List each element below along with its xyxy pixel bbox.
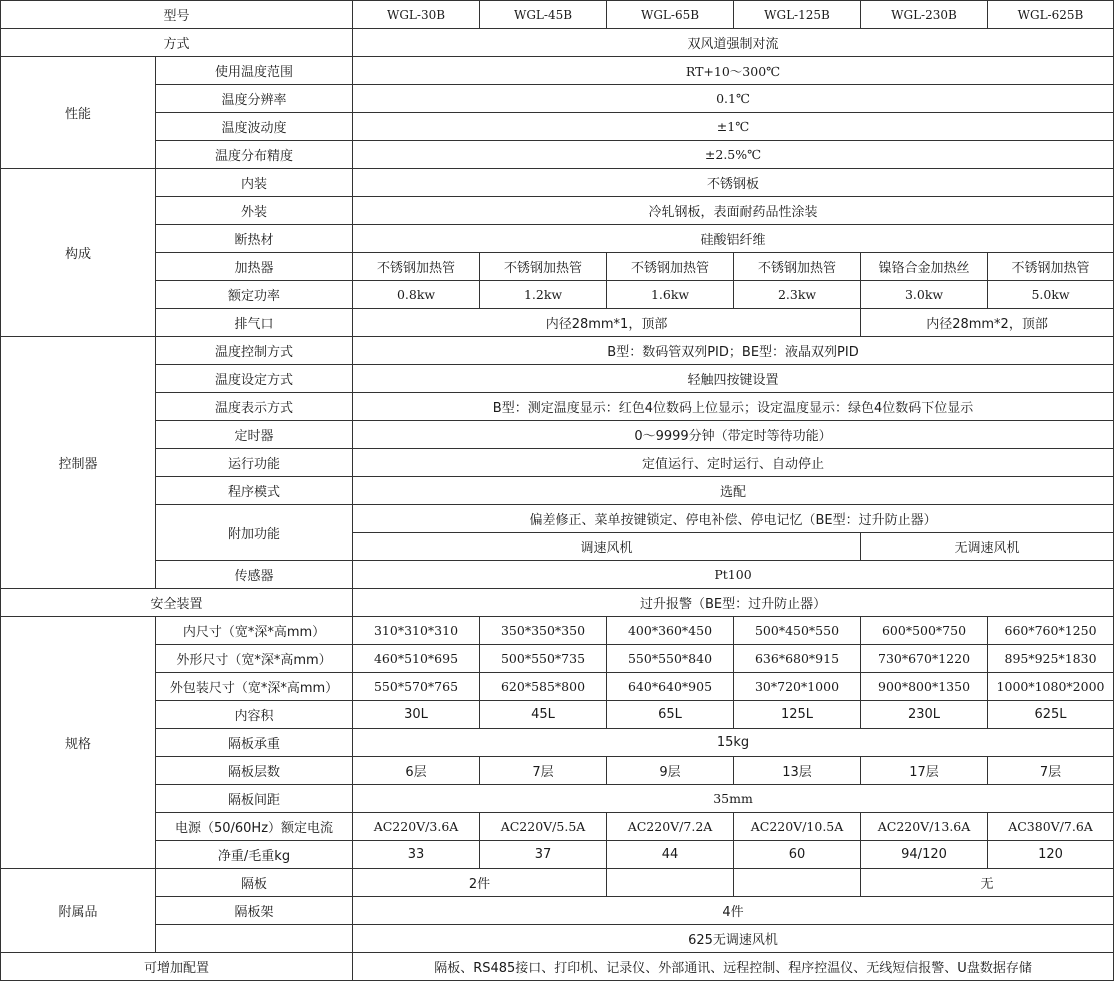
power-label: 额定功率 xyxy=(156,281,353,309)
package-size-cell: 1000*1080*2000 xyxy=(988,673,1114,701)
exhaust-value-a: 内径28mm*1，顶部 xyxy=(353,309,861,337)
shelf-value-a: 2件 xyxy=(353,869,607,897)
model-cell: WGL-45B xyxy=(480,1,607,29)
shelf-layers-label: 隔板层数 xyxy=(156,757,353,785)
extra-label: 附加功能 xyxy=(156,505,353,561)
row-note xyxy=(1,925,1114,953)
volume-label: 内容积 xyxy=(156,701,353,729)
row-method xyxy=(1,29,1114,57)
package-size-cell: 620*585*800 xyxy=(480,673,607,701)
row-volume xyxy=(1,701,1114,729)
model-label: 型号 xyxy=(1,1,353,29)
row-shelf-layers xyxy=(1,757,1114,785)
current-cell: AC220V/10.5A xyxy=(734,813,861,841)
distribution-value: ±2.5%℃ xyxy=(353,141,1114,169)
heater-label: 加热器 xyxy=(156,253,353,281)
fluctuation-value: ±1℃ xyxy=(353,113,1114,141)
inner-size-cell: 310*310*310 xyxy=(353,617,480,645)
volume-cell: 125L xyxy=(734,701,861,729)
group-accessories: 附属品 xyxy=(1,869,156,953)
insulation-value: 硅酸铝纤维 xyxy=(353,225,1114,253)
row-shelf-spacing xyxy=(1,785,1114,813)
inner-size-cell: 350*350*350 xyxy=(480,617,607,645)
display-mode-label: 温度表示方式 xyxy=(156,393,353,421)
row-inner-size xyxy=(1,617,1114,645)
method-value: 双风道强制对流 xyxy=(353,29,1114,57)
inner-size-cell: 400*360*450 xyxy=(607,617,734,645)
fan-value-a: 调速风机 xyxy=(353,533,861,561)
extra-value: 偏差修正、菜单按键锁定、停电补偿、停电记忆（BE型：过升防止器） xyxy=(353,505,1114,533)
model-cell: WGL-625B xyxy=(988,1,1114,29)
row-insulation xyxy=(1,225,1114,253)
distribution-label: 温度分布精度 xyxy=(156,141,353,169)
timer-value: 0～9999分钟（带定时等待功能） xyxy=(353,421,1114,449)
outer-size-label: 外形尺寸（宽*深*高mm） xyxy=(156,645,353,673)
row-shelf xyxy=(1,869,1114,897)
program-value: 选配 xyxy=(353,477,1114,505)
sensor-label: 传感器 xyxy=(156,561,353,589)
row-heater xyxy=(1,253,1114,281)
row-outer-size xyxy=(1,645,1114,673)
sensor-value: Pt100 xyxy=(353,561,1114,589)
row-model xyxy=(1,1,1114,29)
current-label: 电源（50/60Hz）额定电流 xyxy=(156,813,353,841)
weight-cell: 37 xyxy=(480,841,607,869)
outer-size-cell: 636*680*915 xyxy=(734,645,861,673)
row-inner xyxy=(1,169,1114,197)
weight-cell: 33 xyxy=(353,841,480,869)
shelf-layers-cell: 7层 xyxy=(480,757,607,785)
resolution-value: 0.1℃ xyxy=(353,85,1114,113)
rack-label: 隔板架 xyxy=(156,897,353,925)
row-outer xyxy=(1,197,1114,225)
program-label: 程序模式 xyxy=(156,477,353,505)
outer-value: 冷轧钢板，表面耐药品性涂装 xyxy=(353,197,1114,225)
inner-label: 内装 xyxy=(156,169,353,197)
row-timer xyxy=(1,421,1114,449)
heater-cell: 不锈钢加热管 xyxy=(734,253,861,281)
volume-cell: 45L xyxy=(480,701,607,729)
insulation-label: 断热材 xyxy=(156,225,353,253)
rack-value: 4件 xyxy=(353,897,1114,925)
current-cell: AC380V/7.6A xyxy=(988,813,1114,841)
row-shelf-load xyxy=(1,729,1114,757)
note-value: 625无调速风机 xyxy=(353,925,1114,953)
options-value: 隔板、RS485接口、打印机、记录仪、外部通讯、远程控制、程序控温仪、无线短信报警、U盘数据存储 xyxy=(353,953,1114,981)
inner-size-cell: 600*500*750 xyxy=(861,617,988,645)
shelf-layers-cell: 6层 xyxy=(353,757,480,785)
display-mode-value: B型：测定温度显示：红色4位数码上位显示；设定温度显示：绿色4位数码下位显示 xyxy=(353,393,1114,421)
shelf-layers-cell: 17层 xyxy=(861,757,988,785)
shelf-spacing-label: 隔板间距 xyxy=(156,785,353,813)
options-label: 可增加配置 xyxy=(1,953,353,981)
package-size-cell: 900*800*1350 xyxy=(861,673,988,701)
safety-label: 安全装置 xyxy=(1,589,353,617)
fluctuation-label: 温度波动度 xyxy=(156,113,353,141)
row-options xyxy=(1,953,1114,981)
power-cell: 2.3kw xyxy=(734,281,861,309)
shelf-label: 隔板 xyxy=(156,869,353,897)
power-cell: 1.2kw xyxy=(480,281,607,309)
inner-size-cell: 500*450*550 xyxy=(734,617,861,645)
group-performance: 性能 xyxy=(1,57,156,169)
model-cell: WGL-65B xyxy=(607,1,734,29)
shelf-load-value: 15kg xyxy=(353,729,1114,757)
weight-cell: 60 xyxy=(734,841,861,869)
current-cell: AC220V/13.6A xyxy=(861,813,988,841)
shelf-empty xyxy=(734,869,861,897)
weight-cell: 44 xyxy=(607,841,734,869)
shelf-value-b: 无 xyxy=(861,869,1114,897)
heater-cell: 镍铬合金加热丝 xyxy=(861,253,988,281)
note-empty xyxy=(156,925,353,953)
model-cell: WGL-125B xyxy=(734,1,861,29)
weight-label: 净重/毛重kg xyxy=(156,841,353,869)
shelf-load-label: 隔板承重 xyxy=(156,729,353,757)
row-control-mode xyxy=(1,337,1114,365)
set-mode-label: 温度设定方式 xyxy=(156,365,353,393)
heater-cell: 不锈钢加热管 xyxy=(480,253,607,281)
row-safety xyxy=(1,589,1114,617)
set-mode-value: 轻触四按键设置 xyxy=(353,365,1114,393)
model-cell: WGL-30B xyxy=(353,1,480,29)
safety-value: 过升报警（BE型：过升防止器） xyxy=(353,589,1114,617)
control-mode-value: B型：数码管双列PID；BE型：液晶双列PID xyxy=(353,337,1114,365)
row-exhaust xyxy=(1,309,1114,337)
outer-label: 外装 xyxy=(156,197,353,225)
model-cell: WGL-230B xyxy=(861,1,988,29)
weight-cell: 120 xyxy=(988,841,1114,869)
package-size-cell: 550*570*765 xyxy=(353,673,480,701)
outer-size-cell: 500*550*735 xyxy=(480,645,607,673)
exhaust-label: 排气口 xyxy=(156,309,353,337)
power-cell: 0.8kw xyxy=(353,281,480,309)
exhaust-value-b: 内径28mm*2，顶部 xyxy=(861,309,1114,337)
row-weight xyxy=(1,841,1114,869)
package-size-cell: 640*640*905 xyxy=(607,673,734,701)
fan-value-b: 无调速风机 xyxy=(861,533,1114,561)
control-mode-label: 温度控制方式 xyxy=(156,337,353,365)
volume-cell: 230L xyxy=(861,701,988,729)
outer-size-cell: 730*670*1220 xyxy=(861,645,988,673)
row-display-mode xyxy=(1,393,1114,421)
outer-size-cell: 895*925*1830 xyxy=(988,645,1114,673)
shelf-layers-cell: 7层 xyxy=(988,757,1114,785)
timer-label: 定时器 xyxy=(156,421,353,449)
run-value: 定值运行、定时运行、自动停止 xyxy=(353,449,1114,477)
temp-range-value: RT+10～300℃ xyxy=(353,57,1114,85)
row-sensor xyxy=(1,561,1114,589)
resolution-label: 温度分辨率 xyxy=(156,85,353,113)
row-program xyxy=(1,477,1114,505)
shelf-empty xyxy=(607,869,734,897)
volume-cell: 65L xyxy=(607,701,734,729)
shelf-layers-cell: 9层 xyxy=(607,757,734,785)
row-resolution xyxy=(1,85,1114,113)
package-size-cell: 30*720*1000 xyxy=(734,673,861,701)
run-label: 运行功能 xyxy=(156,449,353,477)
power-cell: 5.0kw xyxy=(988,281,1114,309)
weight-cell: 94/120 xyxy=(861,841,988,869)
heater-cell: 不锈钢加热管 xyxy=(988,253,1114,281)
inner-value: 不锈钢板 xyxy=(353,169,1114,197)
group-controller: 控制器 xyxy=(1,337,156,589)
outer-size-cell: 460*510*695 xyxy=(353,645,480,673)
group-specs: 规格 xyxy=(1,617,156,869)
method-label: 方式 xyxy=(1,29,353,57)
row-power xyxy=(1,281,1114,309)
row-extra xyxy=(1,505,1114,533)
inner-size-cell: 660*760*1250 xyxy=(988,617,1114,645)
heater-cell: 不锈钢加热管 xyxy=(353,253,480,281)
shelf-spacing-value: 35mm xyxy=(353,785,1114,813)
current-cell: AC220V/3.6A xyxy=(353,813,480,841)
shelf-layers-cell: 13层 xyxy=(734,757,861,785)
power-cell: 3.0kw xyxy=(861,281,988,309)
row-set-mode xyxy=(1,365,1114,393)
volume-cell: 30L xyxy=(353,701,480,729)
heater-cell: 不锈钢加热管 xyxy=(607,253,734,281)
power-cell: 1.6kw xyxy=(607,281,734,309)
row-fluctuation xyxy=(1,113,1114,141)
row-current xyxy=(1,813,1114,841)
row-distribution xyxy=(1,141,1114,169)
outer-size-cell: 550*550*840 xyxy=(607,645,734,673)
temp-range-label: 使用温度范围 xyxy=(156,57,353,85)
row-rack xyxy=(1,897,1114,925)
inner-size-label: 内尺寸（宽*深*高mm） xyxy=(156,617,353,645)
current-cell: AC220V/5.5A xyxy=(480,813,607,841)
package-size-label: 外包装尺寸（宽*深*高mm） xyxy=(156,673,353,701)
volume-cell: 625L xyxy=(988,701,1114,729)
current-cell: AC220V/7.2A xyxy=(607,813,734,841)
group-construction: 构成 xyxy=(1,169,156,337)
row-package-size xyxy=(1,673,1114,701)
row-run xyxy=(1,449,1114,477)
row-temp-range xyxy=(1,57,1114,85)
